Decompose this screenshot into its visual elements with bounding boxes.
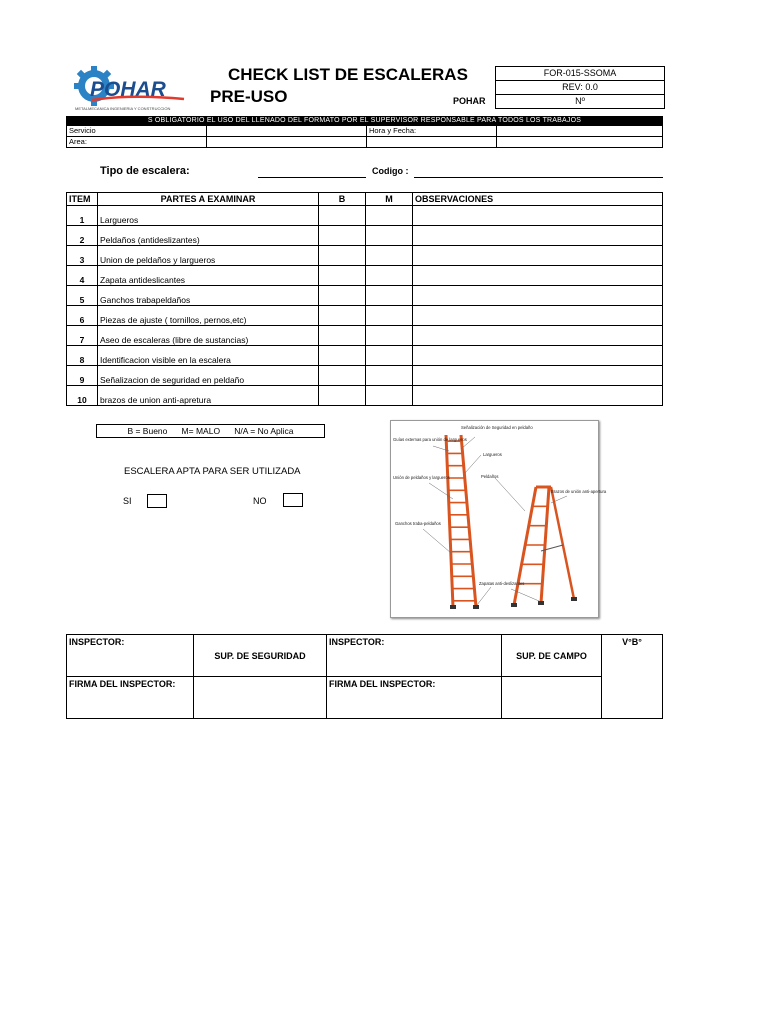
item-b-cell[interactable] <box>319 306 366 326</box>
table-row <box>67 206 663 226</box>
firma2-field[interactable] <box>502 677 602 719</box>
item-m-cell[interactable] <box>366 386 413 406</box>
item-number: 8 <box>67 346 98 366</box>
label-senalizacion: Señalización de Seguridad en peldaño <box>461 425 533 430</box>
item-observaciones-cell[interactable] <box>413 226 663 246</box>
form-code-box <box>495 66 665 109</box>
item-part: Ganchos trabapeldaños <box>98 286 319 306</box>
item-b-cell[interactable] <box>319 226 366 246</box>
no-checkbox[interactable] <box>283 493 303 507</box>
item-m-cell[interactable] <box>366 226 413 246</box>
table-header-row <box>67 193 663 206</box>
sup-seguridad-label: SUP. DE SEGURIDAD <box>194 635 327 677</box>
item-b-cell[interactable] <box>319 386 366 406</box>
label-brazos: Brazos de unión anti-apertura <box>551 489 607 494</box>
vb-cell[interactable]: V°B° <box>602 635 663 719</box>
item-m-cell[interactable] <box>366 206 413 226</box>
table-row <box>67 226 663 246</box>
item-number: 4 <box>67 266 98 286</box>
item-b-cell[interactable] <box>319 246 366 266</box>
label-peldanos: Peldaños <box>481 474 499 479</box>
table-row <box>67 266 663 286</box>
item-observaciones-cell[interactable] <box>413 206 663 226</box>
si-label: SI <box>123 496 132 506</box>
item-number: 5 <box>67 286 98 306</box>
item-m-cell[interactable] <box>366 306 413 326</box>
item-m-cell[interactable] <box>366 346 413 366</box>
table-row <box>67 346 663 366</box>
item-b-cell[interactable] <box>319 366 366 386</box>
item-part: Piezas de ajuste ( tornillos, pernos,etc) <box>98 306 319 326</box>
servicio-label: Servicio <box>67 126 207 137</box>
item-b-cell[interactable] <box>319 346 366 366</box>
extension-ladder <box>446 435 476 607</box>
item-part: brazos de union anti-apretura <box>98 386 319 406</box>
item-m-cell[interactable] <box>366 266 413 286</box>
item-observaciones-cell[interactable] <box>413 306 663 326</box>
hora-fecha-label: Hora y Fecha: <box>367 126 497 137</box>
firma1-field[interactable] <box>194 677 327 719</box>
item-number: 1 <box>67 206 98 226</box>
table-row <box>67 286 663 306</box>
item-observaciones-cell[interactable] <box>413 366 663 386</box>
item-number: 3 <box>67 246 98 266</box>
header-m: M <box>366 193 413 206</box>
item-b-cell[interactable] <box>319 326 366 346</box>
item-b-cell[interactable] <box>319 266 366 286</box>
label-ganchos: Ganchos traba-peldaños <box>395 521 441 526</box>
label-union: Unión de peldaños y largueros <box>393 475 450 480</box>
inspector2-label: INSPECTOR: <box>327 635 502 677</box>
item-observaciones-cell[interactable] <box>413 286 663 306</box>
item-part: Union de peldaños y largueros <box>98 246 319 266</box>
firma2-label: FIRMA DEL INSPECTOR: <box>327 677 502 719</box>
table-row <box>67 246 663 266</box>
mandatory-banner: S OBLIGATORIO EL USO DEL LLENADO DEL FORMATO POR EL SUPERVISOR RESPONSABLE PARA TODOS LOS TRABAJOS <box>66 116 663 125</box>
company-name: POHAR <box>453 96 486 106</box>
item-number: 7 <box>67 326 98 346</box>
item-observaciones-cell[interactable] <box>413 386 663 406</box>
item-observaciones-cell[interactable] <box>413 346 663 366</box>
legend-box: B = Bueno M= MALO N/A = No Aplica <box>96 424 325 438</box>
area-field-3[interactable] <box>497 137 663 148</box>
signature-table <box>66 634 663 719</box>
item-number: 2 <box>67 226 98 246</box>
item-number: 6 <box>67 306 98 326</box>
header-observaciones: OBSERVACIONES <box>413 193 663 206</box>
item-m-cell[interactable] <box>366 366 413 386</box>
servicio-field[interactable] <box>207 126 367 137</box>
firma1-label: FIRMA DEL INSPECTOR: <box>67 677 194 719</box>
item-part: Señalizacion de seguridad en peldaño <box>98 366 319 386</box>
no-label: NO <box>253 496 267 506</box>
item-number: 10 <box>67 386 98 406</box>
ladder-diagram <box>390 420 607 618</box>
codigo-label: Codigo : <box>372 166 409 176</box>
hora-fecha-field[interactable] <box>497 126 663 137</box>
table-row <box>67 326 663 346</box>
form-number-label: Nº <box>575 96 585 106</box>
codigo-field[interactable] <box>414 177 663 178</box>
inspection-table <box>66 192 663 406</box>
tipo-escalera-field[interactable] <box>258 177 366 178</box>
item-part: Zapata antideslicantes <box>98 266 319 286</box>
header-partes: PARTES A EXAMINAR <box>98 193 319 206</box>
item-b-cell[interactable] <box>319 286 366 306</box>
form-revision: REV: 0.0 <box>496 81 664 95</box>
label-zapatas: Zapatas anti-deslizantes <box>479 581 525 586</box>
table-row <box>67 306 663 326</box>
sup-campo-label: SUP. DE CAMPO <box>502 635 602 677</box>
item-observaciones-cell[interactable] <box>413 246 663 266</box>
inspection-table-body <box>67 206 663 406</box>
label-largueros: Largueros <box>483 452 502 457</box>
apta-question: ESCALERA APTA PARA SER UTILIZADA <box>124 466 301 477</box>
company-logo <box>72 66 192 116</box>
item-part: Peldaños (antideslizantes) <box>98 226 319 246</box>
logo-tagline: METALMECANICA INGENIERIA Y CONSTRUCCION <box>75 106 171 111</box>
table-row <box>67 386 663 406</box>
table-row <box>67 366 663 386</box>
label-guias: Guías externas para unión de largueros <box>393 437 467 442</box>
item-m-cell[interactable] <box>366 286 413 306</box>
item-m-cell[interactable] <box>366 326 413 346</box>
form-code: FOR-015-SSOMA <box>496 67 664 81</box>
item-part: Identificacion visible en la escalera <box>98 346 319 366</box>
area-field[interactable] <box>207 137 367 148</box>
header-b: B <box>319 193 366 206</box>
step-ladder <box>514 487 574 605</box>
area-label: Area: <box>67 137 207 148</box>
si-checkbox[interactable] <box>147 494 167 508</box>
item-part: Aseo de escaleras (libre de sustancias) <box>98 326 319 346</box>
item-part: Largueros <box>98 206 319 226</box>
item-b-cell[interactable] <box>319 206 366 226</box>
header-item: ITEM <box>67 193 98 206</box>
service-area-table <box>66 125 663 148</box>
tipo-escalera-label: Tipo de escalera: <box>100 165 190 177</box>
area-field-2[interactable] <box>367 137 497 148</box>
item-observaciones-cell[interactable] <box>413 266 663 286</box>
item-observaciones-cell[interactable] <box>413 326 663 346</box>
inspector1-label: INSPECTOR: <box>67 635 194 677</box>
page-title: CHECK LIST DE ESCALERAS PRE-USO <box>210 65 468 106</box>
item-number: 9 <box>67 366 98 386</box>
logo-text: POHAR <box>90 78 166 101</box>
item-m-cell[interactable] <box>366 246 413 266</box>
